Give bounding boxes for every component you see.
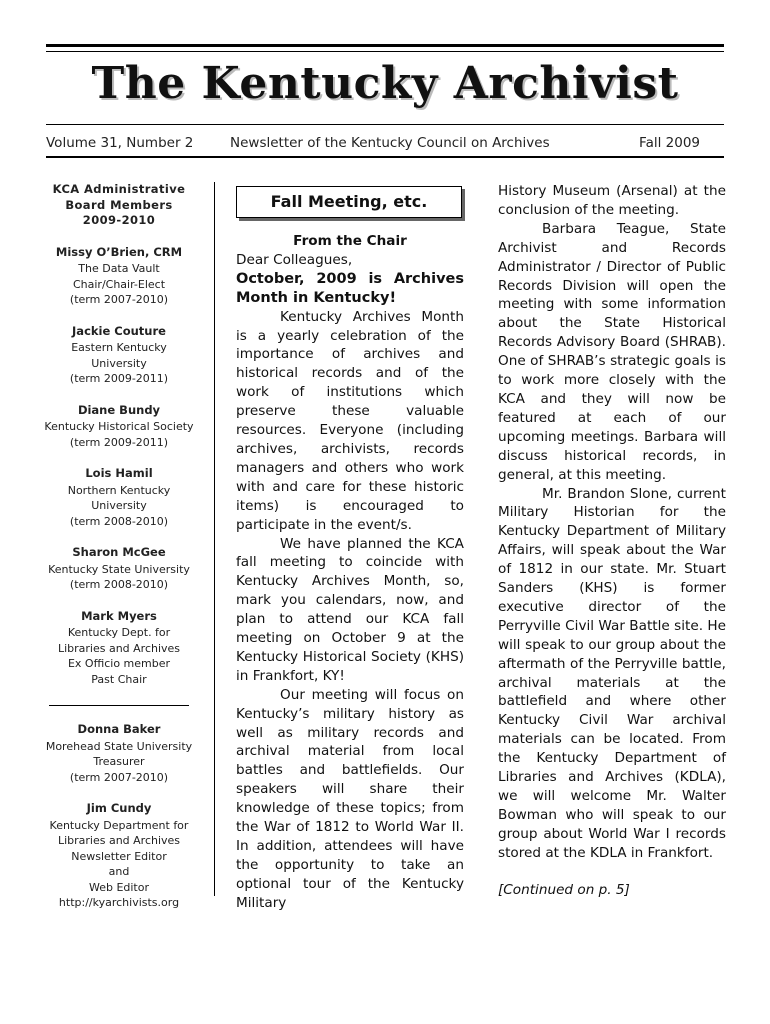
board-member-detail: http://kyarchivists.org: [58, 896, 180, 909]
article-paragraph: Kentucky Archives Month is a yearly celebration of the importance of archives and historical records and of the work of institutions which preserve these valuable resources. Everyone (including archives, archivists, records managers and others who work with and care for these historic items) is encouraged to participate in the event/s.: [236, 308, 464, 533]
board-member-detail: Kentucky Historical Society: [44, 420, 194, 433]
board-member: [42, 545, 196, 593]
greeting: Dear Colleagues,: [236, 251, 353, 268]
board-member: [42, 403, 196, 451]
board-member: [42, 722, 196, 785]
board-member-detail: Eastern Kentucky: [71, 341, 167, 354]
article-column-1: [236, 186, 464, 913]
board-member-detail: Kentucky Department for: [49, 818, 189, 832]
board-member-name: Jackie Couture: [72, 323, 166, 338]
board-member-detail: Ex Officio member: [67, 657, 171, 670]
article-paragraph: We have planned the KCA fall meeting to coincide with Kentucky Archives Month, so, mark you calendars, now, and plan to attend our KCA fall meeting on October 9 at the Kentucky Historical Society (KHS) in Frankfort, KY!: [236, 535, 464, 684]
masthead-top-rule-thin: [46, 51, 724, 52]
newsletter-title: The Kentucky Archivist: [91, 58, 679, 109]
board-member-detail: Northern Kentucky: [67, 483, 171, 497]
board-member-detail: (term 2008-2010): [69, 514, 169, 528]
masthead-top-rule-thick: [46, 44, 724, 47]
board-member-detail: Morehead State University: [45, 739, 193, 753]
board-member: [42, 324, 196, 387]
board-member-detail: (term 2008-2010): [69, 578, 169, 591]
board-member-detail: Kentucky Dept. for: [67, 626, 171, 639]
board-member-detail: Treasurer: [93, 755, 145, 768]
board-member-detail: The Data Vault: [78, 262, 160, 275]
board-member-detail: (term 2007-2010): [69, 770, 169, 784]
board-member-detail: University: [91, 356, 147, 370]
board-member-name: Jim Cundy: [86, 801, 152, 815]
article-paragraph: Barbara Teague, State Archivist and Records Administrator / Director of Public Records Division will open the meeting with some information about the State Historical Records Advisory Board (SHRAB). One of SHRAB’s strategic goals is to work more closely with the KCA and they will now be featured at each of our upcoming meetings. Barbara will discuss historical records, in general, at this meeting.: [498, 220, 726, 483]
board-member-detail: Kentucky State University: [48, 562, 190, 576]
board-member-detail: (term 2009-2011): [69, 435, 169, 449]
continued-notice: [Continued on p. 5]: [498, 881, 630, 898]
newsletter-subtitle: Newsletter of the Kentucky Council on Archives: [230, 135, 550, 151]
article-title-box: Fall Meeting, etc.: [236, 186, 462, 218]
board-member-name: Sharon McGee: [72, 545, 166, 559]
board-member-name: Mark Myers: [81, 608, 157, 623]
board-member-detail: Web Editor: [88, 880, 150, 894]
board-member-detail: Newsletter Editor: [71, 849, 167, 863]
article-paragraph: Our meeting will focus on Kentucky’s military history as well as military records and archival material from local battles and battlefields. Our speakers will share their knowledge of these topics; from the War of 1812 to World War II. In addition, attendees will have the opportunity to take an optional tour of the Kentucky Military: [236, 686, 464, 911]
board-member-detail: Libraries and Archives: [57, 834, 181, 847]
article-paragraph: Mr. Brandon Slone, current Military Historian for the Kentucky Department of Military Affairs, will speak about the War of 1812 in our state. Mr. Stuart Sanders (KHS) is former executive director of the Perryville Civil War Battle site. He will speak to our group about the aftermath of the Perryville battle, archival materials at the battlefield and where other Kentucky Civil War archival materials can be located. From the Kentucky Department of Libraries and Archives (KDLA), we will welcome Mr. Walter Bowman who will speak to our group about World War I records stored at the KDLA in Frankfort.: [498, 485, 726, 861]
board-member-detail: University: [91, 499, 147, 512]
article-paragraph: History Museum (Arsenal) at the conclusion of the meeting.: [498, 183, 726, 218]
board-member-name: Lois Hamil: [85, 466, 153, 480]
board-member-detail: (term 2009-2011): [69, 372, 169, 385]
from-the-chair-heading: From the Chair: [293, 233, 407, 249]
board-member: [42, 801, 196, 911]
board-member-detail: Libraries and Archives: [57, 641, 181, 655]
board-member-name: Diane Bundy: [77, 402, 161, 417]
board-heading: KCA Administrative Board Members 2009-2010: [52, 182, 186, 227]
board-member-list: [42, 245, 196, 911]
board-member-detail: (term 2007-2010): [69, 293, 169, 306]
board-member: [42, 609, 196, 688]
volume-number: Volume 31, Number 2: [46, 135, 194, 151]
sidebar-separator: [49, 705, 189, 706]
article-headline: October, 2009 is Archives Month in Kentucky!: [236, 270, 464, 306]
board-member-detail: and: [108, 865, 130, 878]
board-member-name: Donna Baker: [77, 722, 161, 736]
board-member: [42, 245, 196, 308]
issue-season: Fall 2009: [639, 135, 700, 151]
column-divider: [214, 182, 215, 896]
masthead-mid-rule: [46, 124, 724, 125]
masthead-bottom-rule: [46, 156, 724, 158]
board-member-detail: Past Chair: [91, 672, 147, 686]
article-column-2: [498, 182, 726, 900]
board-members-sidebar: [42, 182, 196, 911]
board-member-detail: Chair/Chair-Elect: [72, 277, 166, 291]
board-member-name: Missy O’Brien, CRM: [55, 244, 183, 259]
board-member: [42, 466, 196, 529]
